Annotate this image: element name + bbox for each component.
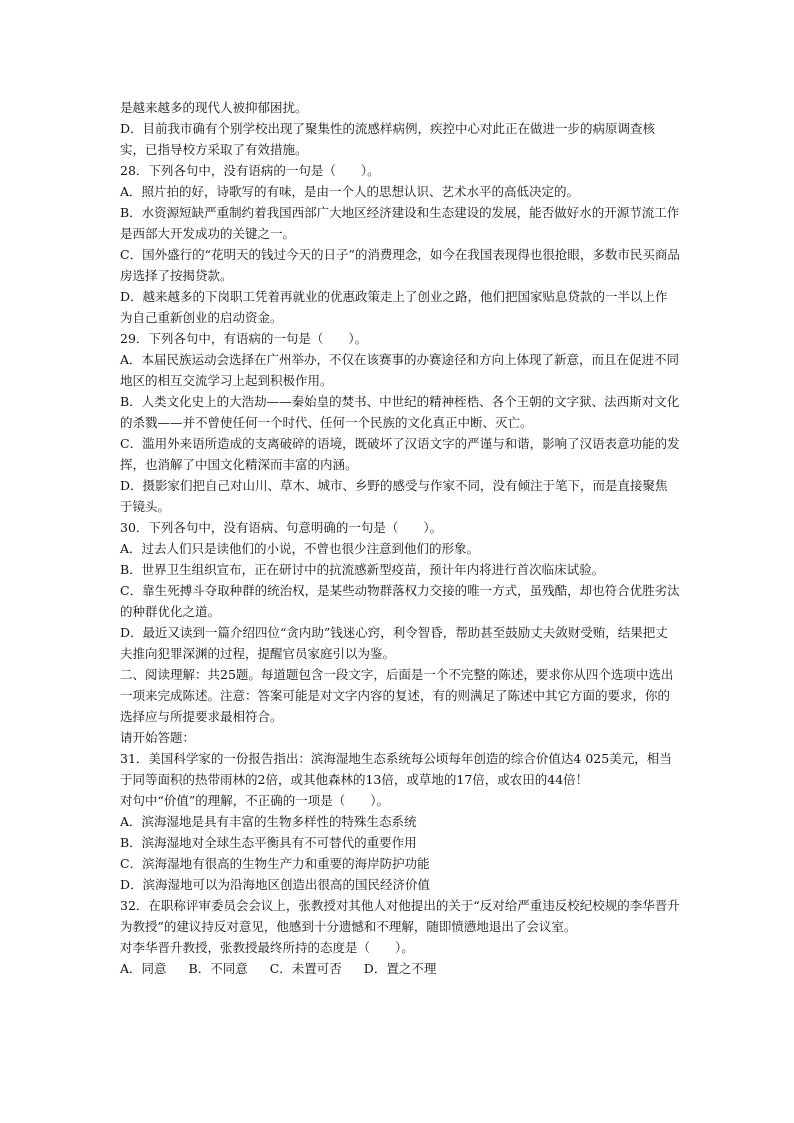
question-31: 31．美国科学家的一份报告指出：滨海湿地生态系统每公顷每年创造的综合价值达4 025美元，相当于同等面积的热带雨林的2倍，或其他森林的13倍，或草地的17倍，或农田的44倍！ xyxy=(120,751,672,787)
option-c: C．未置可否 xyxy=(269,961,342,976)
instruction: 请开始答题： xyxy=(120,730,196,745)
question-31-prompt: 对句中“价值”的理解，不正确的一项是（ ）。 xyxy=(120,793,390,808)
option-a: A．过去人们只是读他们的小说，不曾也很少注意到他们的形象。 xyxy=(120,541,480,556)
option-a: A．照片拍的好，诗歌写的有味，是由一个人的思想认识、艺术水平的高低决定的。 xyxy=(120,184,580,199)
option-b: B．不同意 xyxy=(188,961,248,976)
option-c: C．滨海湿地有很高的生物生产力和重要的海岸防护功能 xyxy=(120,856,430,871)
option-d: D．滨海湿地可以为沿海地区创造出很高的国民经济价值 xyxy=(120,877,431,892)
option-d: D．最近又读到一篇介绍四位“贪内助”钱迷心窍，利令智昏，帮助甚至鼓励丈夫敛财受贿，结果把丈夫推向犯罪深渊的过程，提醒官员家庭引以为鉴。 xyxy=(120,625,668,661)
option-a: A．本届民族运动会选择在广州举办，不仅在该赛事的办赛途径和方向上体现了新意，而且在促进不同地区的相互交流学习上起到积极作用。 xyxy=(120,352,680,388)
option-b: B．水资源短缺严重制约着我国西部广大地区经济建设和生态建设的发展，能否做好水的开源节流工作是西部大开发成功的关键之一。 xyxy=(120,205,680,241)
section-heading: 二、阅读理解：共25题。每道题包含一段文字，后面是一个不完整的陈述，要求你从四个选项中选出一项来完成陈述。注意：答案可能是对文字内容的复述，有的则满足了陈述中其它方面的要求，你的选择应与所提要求最相符合。 xyxy=(120,667,674,724)
option-d: D．置之不理 xyxy=(363,961,437,976)
option-d: D．越来越多的下岗职工凭着再就业的优惠政策走上了创业之路，他们把国家贴息贷款的一半以上作为自己重新创业的启动资金。 xyxy=(120,289,668,325)
question-30: 30．下列各句中，没有语病、句意明确的一句是（ ）。 xyxy=(120,520,443,535)
option-d: D．目前我市确有个别学校出现了聚集性的流感样病例，疾控中心对此正在做进一步的病原调查核实，已指导校方采取了有效措施。 xyxy=(120,121,656,157)
question-32-options xyxy=(120,958,680,979)
question-28: 28．下列各句中，没有语病的一句是（ ）。 xyxy=(120,163,380,178)
option-c: C．滥用外来语所造成的支离破碎的语境，既破坏了汉语文字的严谨与和谐，影响了汉语表意功能的发挥，也消解了中国文化精深而丰富的内涵。 xyxy=(120,436,680,472)
option-c: C．国外盛行的“花明天的钱过今天的日子”的消费理念，如今在我国表现得也很抢眼，多数市民买商品房选择了按揭贷款。 xyxy=(120,247,680,283)
option-b: B．滨海湿地对全球生态平衡具有不可替代的重要作用 xyxy=(120,835,417,850)
question-29: 29．下列各句中，有语病的一句是（ ）。 xyxy=(120,331,368,346)
option-d: D．摄影家们把自己对山川、草木、城市、乡野的感受与作家不同，没有倾注于笔下，而是直接聚焦于镜头。 xyxy=(120,478,668,514)
option-b: B．世界卫生组织宣布，正在研讨中的抗流感新型疫苗，预计年内将进行首次临床试验。 xyxy=(120,562,605,577)
option-a: A．滨海湿地是具有丰富的生物多样性的特殊生态系统 xyxy=(120,814,417,829)
option-c: C．靠生死搏斗夺取种群的统治权，是某些动物群落权力交接的唯一方式，虽残酷，却也符合优胜劣汰的种群优化之道。 xyxy=(120,583,680,619)
question-32: 32．在职称评审委员会会议上，张教授对其他人对他提出的关于“反对给严重违反校纪校规的李华晋升为教授”的建议持反对意见，他感到十分遗憾和不理解，随即愤懑地退出了会议室。 xyxy=(120,898,680,934)
document-page xyxy=(120,97,680,979)
option-a: A．同意 xyxy=(120,961,167,976)
text-line: 是越来越多的现代人被抑郁困扰。 xyxy=(120,100,308,115)
question-32-prompt: 对李华晋升教授，张教授最终所持的态度是（ ）。 xyxy=(120,940,414,955)
option-b: B．人类文化史上的大浩劫——秦始皇的焚书、中世纪的精神桎梏、各个王朝的文字狱、法西斯对文化的杀戮——并不曾使任何一个时代、任何一个民族的文化真正中断、灭亡。 xyxy=(120,394,680,430)
